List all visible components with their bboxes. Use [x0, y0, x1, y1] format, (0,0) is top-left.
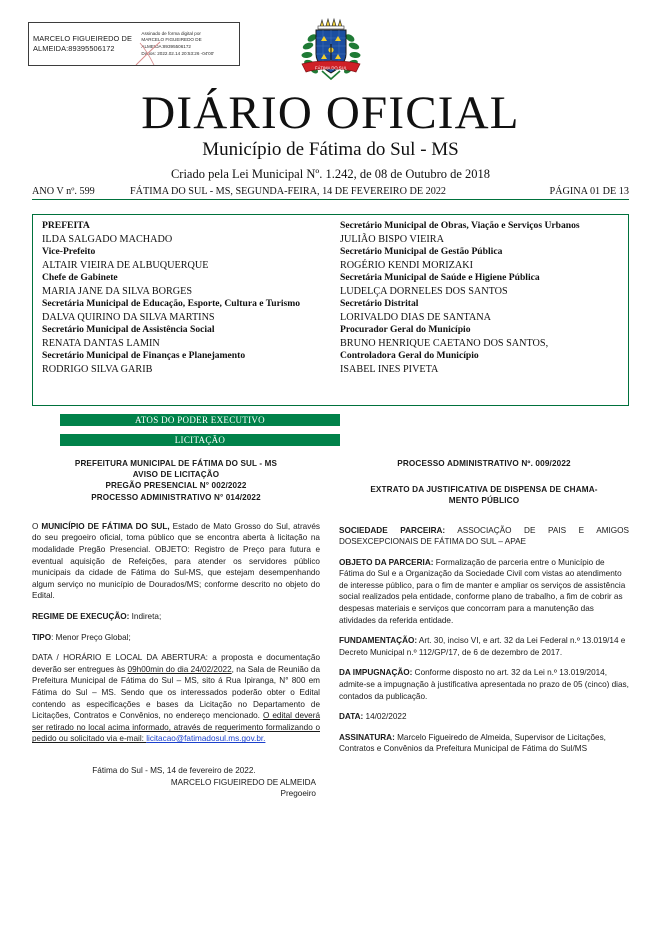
execution-regime-paragraph [32, 611, 320, 623]
bid-type-label: TIPO [32, 632, 52, 642]
extract-heading-line-2: MENTO PÚBLICO [448, 496, 520, 505]
signature-subject-name [29, 34, 138, 54]
session-datetime-value: 09h00min do dia 24/02/2022 [127, 664, 232, 674]
signature-name-line-1: MARCELO FIGUEIREDO DE [33, 34, 133, 43]
signature-paragraph [339, 732, 629, 755]
notice-intro-prefix: O [32, 521, 42, 531]
official-name: JULIÃO BISPO VIEIRA [340, 233, 444, 245]
signature-signer-role: Pregoeiro [280, 789, 316, 799]
officials-box [32, 214, 629, 406]
issue-place-date: FÁTIMA DO SUL - MS, SEGUNDA-FEIRA, 14 DE FEVEREIRO DE 2022 [130, 186, 447, 197]
date-label: DATA: [339, 712, 364, 722]
partner-society-value: ASSOCIAÇÃO DE PAIS E AMIGOS DOSEXCEPCIONAIS DE FÁTIMA DO SUL – APAE [339, 525, 629, 547]
svg-text:FÁTIMA DO SUL: FÁTIMA DO SUL [315, 65, 347, 71]
legal-basis-label: FUNDAMENTAÇÃO: [339, 636, 418, 646]
masthead [0, 88, 661, 182]
gazette-subtitle: Município de Fátima do Sul - MS [202, 139, 459, 160]
signature-meta-line-4: Dados: 2022.02.14 20:53:26 -04'00' [141, 50, 215, 56]
content-column-left [32, 458, 336, 800]
official-role: Secretário Municipal de Gestão Pública [340, 246, 503, 258]
signature-value: Marcelo Figueiredo de Almeida, Supervisor de Licitações, Contratos e Convênios da Prefeitura Municipal de Fátima do Sul/MS [339, 732, 606, 754]
notice-heading-left [32, 458, 320, 503]
section-bar-atos-poder-executivo: ATOS DO PODER EXECUTIVO [60, 414, 340, 426]
signature-name-line-2: ALMEIDA:89395506172 [33, 44, 115, 53]
signature-signer-name: MARCELO FIGUEIREDO DE ALMEIDA [170, 777, 316, 787]
official-role: Secretária Municipal de Saúde e Higiene Pública [340, 272, 540, 284]
date-paragraph [339, 711, 629, 723]
official-role: Secretário Distrital [340, 298, 419, 310]
official-role: Secretária Municipal de Educação, Esporte, Cultura e Turismo [42, 298, 301, 310]
legal-basis-value: Art. 30, inciso VI, e art. 32 da Lei Federal n.º 13.019/14 e Decreto Municipal n.º 112/GP/17, de 6 de dezembro de 2017. [339, 636, 626, 657]
officials-column-right [331, 220, 628, 405]
gazette-title: DIÁRIO OFICIAL [141, 87, 520, 139]
partnership-object-value: Formalização de parceria entre o Município de Fátima do Sul e a Organização da Sociedade Civil com vistas ao atendimento de interesse público, para o fim de manter e ampliar os serviços de assistência social realizados pela entidade, conforme plano de trabalho, a fim de cobrir as despesas materiais e serviços que concorram para a manutenção das atividades da referida entidade. [339, 557, 626, 625]
signature-place-date: Fátima do Sul - MS, 14 de fevereiro de 2022. [92, 765, 256, 775]
partnership-object-paragraph [339, 557, 629, 627]
left-signature-block [32, 765, 320, 800]
official-name: ILDA SALGADO MACHADO [42, 233, 173, 245]
notice-heading-line-3: PREGÃO PRESENCIAL N° 002/2022 [105, 481, 247, 491]
content-columns [32, 458, 629, 800]
session-datetime-paragraph [32, 652, 320, 745]
signature-meta-line-3: ALMEIDA:89395506172 [141, 44, 191, 49]
official-name: BRUNO HENRIQUE CAETANO DOS SANTOS, [340, 337, 549, 349]
notice-intro-paragraph [32, 521, 320, 602]
official-role: Chefe de Gabinete [42, 272, 118, 284]
partnership-object-label: OBJETO DA PARCERIA: [339, 557, 434, 567]
extract-heading-line-1: EXTRATO DA JUSTIFICATIVA DE DISPENSA DE CHAMA- [370, 484, 598, 494]
official-name: LORIVALDO DIAS DE SANTANA [340, 311, 491, 323]
appeal-label: DA IMPUGNAÇÃO: [339, 668, 413, 678]
municipal-coat-of-arms-icon [296, 16, 366, 84]
execution-regime-label: REGIME DE EXECUÇÃO: [32, 611, 130, 621]
notice-intro-body: Estado de Mato Grosso do Sul, através do seu pregoeiro oficial, toma público que se encontra aberta à licitação na modalidade Pregão Presencial. OBJETO: Registro de Preço para futura e eventual aquisição de Refeições, para atender os servidores público municipais da cidade de Fátima do Sul-MS, que estejam desempenhando algum serviço no município de Dourados/MS; conforme descrito no objeto do Edital. [32, 521, 320, 601]
partner-society-paragraph [339, 525, 629, 548]
official-role: PREFEITA [42, 220, 90, 231]
official-role: Vice-Prefeito [42, 246, 96, 258]
edital-retrieval-note: O edital deverá ser retirado no local acima informado, através de requerimento formalizando o pedido ou solicitado via e-mail: [32, 711, 321, 744]
notice-heading-line-1: PREFEITURA MUNICIPAL DE FÁTIMA DO SUL - MS [74, 459, 278, 468]
gazette-founding-law: Criado pela Lei Municipal Nº. 1.242, de 08 de Outubro de 2018 [170, 167, 491, 181]
official-name: RODRIGO SILVA GARIB [42, 364, 153, 376]
bid-type-paragraph [32, 632, 320, 644]
notice-heading-line-4: PROCESSO ADMINISTRATIVO N° 014/2022 [91, 492, 261, 502]
session-location-text: , na Sala de Reunião da Prefeitura Municipal de Fátima do Sul – MS, sito á Rua Ipiranga, N° 800 em Fátima do Sul – MS. Sendo que os interessados poderão obter o Edital contendo as especificações e bases da Licitação no Departamento de Licitações, Contratos e Convênios, no endereço mencionado. [32, 664, 321, 721]
official-name: ALTAIR VIEIRA DE ALBUQUERQUE [42, 259, 209, 271]
date-value: 14/02/2022 [363, 712, 407, 722]
process-heading [339, 458, 629, 470]
signature-label: ASSINATURA: [339, 732, 395, 742]
bid-type-value: : Menor Preço Global; [51, 632, 131, 642]
issue-info-bar [32, 186, 629, 200]
official-role: Controladora Geral do Município [340, 350, 479, 362]
section-bar-licitacao: LICITAÇÃO [60, 434, 340, 446]
partner-society-label: SOCIEDADE PARCEIRA: [339, 525, 446, 535]
appeal-value: Conforme disposto no art. 32 da Lei n.º 13.019/2014, admite-se a impugnação à justificativa apresentada no prazo de 05 (cinco) dias, contados da publicação. [339, 668, 629, 701]
official-name: ISABEL INES PIVETA [340, 364, 439, 376]
official-name: ROGÉRIO KENDI MORIZAKI [340, 259, 473, 271]
official-role: Procurador Geral do Município [340, 324, 471, 336]
official-role: Secretário Municipal de Finanças e Planejamento [42, 350, 246, 362]
officials-column-left [33, 220, 331, 405]
issue-page-number: PÁGINA 01 DE 13 [549, 186, 629, 197]
notice-municipality-name: MUNICÍPIO DE FÁTIMA DO SUL, [41, 521, 170, 531]
notice-heading-line-2: AVISO DE LICITAÇÃO [132, 470, 220, 480]
signature-meta-line-1: Assinado de forma digital por [141, 30, 201, 36]
digital-signature-stamp [28, 22, 240, 66]
extract-heading [339, 484, 629, 507]
content-column-right [336, 458, 629, 800]
official-role: Secretário Municipal de Obras, Viação e Serviços Urbanos [340, 220, 580, 231]
process-number-line: PROCESSO ADMINISTRATIVO Nº. 009/2022 [397, 459, 571, 468]
signature-metadata [138, 31, 239, 57]
official-role: Secretário Municipal de Assistência Social [42, 324, 215, 336]
licitacao-email-link[interactable]: licitacao@fatimadosul.ms.gov.br. [146, 734, 266, 744]
legal-basis-paragraph [339, 635, 629, 658]
issue-year-number: ANO V nº. 599 [32, 186, 95, 197]
execution-regime-value: Indireta; [129, 611, 162, 621]
official-name: MARIA JANE DA SILVA BORGES [42, 285, 193, 297]
official-name: RENATA DANTAS LAMIN [42, 337, 160, 349]
session-datetime-intro: DATA / HORÁRIO E LOCAL DA ABERTURA: a proposta e documentação deverão ser entregues às [32, 653, 320, 674]
official-name: LUDELÇA DORNELES DOS SANTOS [340, 285, 508, 297]
signature-meta-line-2: MARCELO FIGUEIREDO DE [141, 37, 202, 43]
official-name: DALVA QUIRINO DA SILVA MARTINS [42, 311, 215, 323]
appeal-paragraph [339, 667, 629, 702]
